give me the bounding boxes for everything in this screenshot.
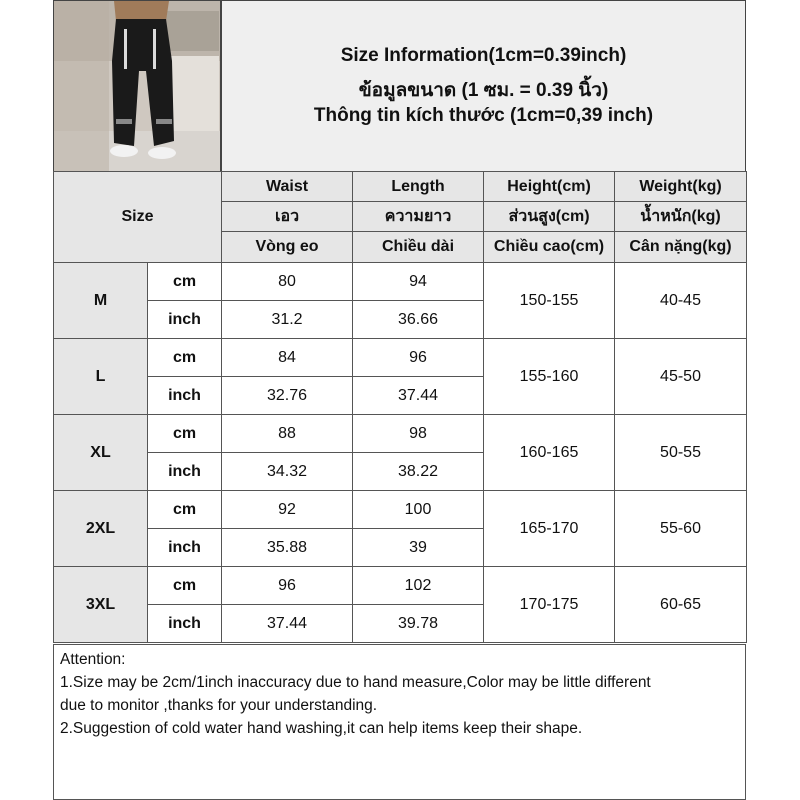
col-header-height-th: ส่วนสูง(cm) (484, 202, 615, 232)
product-photo (53, 0, 221, 172)
height-range: 150-155 (484, 263, 615, 339)
header-title-en: Size Information(1cm=0.39inch) (340, 45, 627, 66)
table-row (54, 263, 747, 301)
length-cm: 98 (353, 415, 484, 453)
height-range: 170-175 (484, 567, 615, 643)
length-inch: 37.44 (353, 377, 484, 415)
waist-inch: 31.2 (222, 301, 353, 339)
col-header-waist-en: Waist (222, 172, 353, 202)
col-header-waist-vi: Vòng eo (222, 232, 353, 263)
weight-range: 45-50 (615, 339, 747, 415)
size-label: L (54, 339, 148, 415)
height-range: 160-165 (484, 415, 615, 491)
weight-range: 40-45 (615, 263, 747, 339)
length-inch: 38.22 (353, 453, 484, 491)
col-header-height-vi: Chiều cao(cm) (484, 232, 615, 263)
attention-note-1-cont: due to monitor ,thanks for your understanding. (60, 697, 378, 714)
waist-cm: 80 (222, 263, 353, 301)
length-cm: 96 (353, 339, 484, 377)
col-header-waist-th: เอว (222, 202, 353, 232)
length-cm: 102 (353, 567, 484, 605)
waist-cm: 92 (222, 491, 353, 529)
header-row-en (54, 172, 747, 202)
length-inch: 39.78 (353, 605, 484, 643)
col-header-length-th: ความยาว (353, 202, 484, 232)
waist-inch: 37.44 (222, 605, 353, 643)
waist-inch: 32.76 (222, 377, 353, 415)
unit-label-cm: cm (148, 491, 222, 529)
col-header-weight-th: น้ำหนัก(kg) (615, 202, 747, 232)
waist-cm: 96 (222, 567, 353, 605)
col-header-height-en: Height(cm) (484, 172, 615, 202)
col-header-length-en: Length (353, 172, 484, 202)
attention-notes (53, 644, 746, 800)
size-label: XL (54, 415, 148, 491)
col-header-weight-en: Weight(kg) (615, 172, 747, 202)
waist-inch: 35.88 (222, 529, 353, 567)
weight-range: 50-55 (615, 415, 747, 491)
waist-inch: 34.32 (222, 453, 353, 491)
unit-label-inch: inch (148, 453, 222, 491)
size-label: 2XL (54, 491, 148, 567)
size-table (53, 171, 747, 643)
attention-note-1: 1.Size may be 2cm/1inch inaccuracy due to hand measure,Color may be little different (60, 674, 651, 691)
size-label: 3XL (54, 567, 148, 643)
col-header-weight-vi: Cân nặng(kg) (615, 232, 747, 263)
col-header-length-vi: Chiều dài (353, 232, 484, 263)
length-cm: 94 (353, 263, 484, 301)
waist-cm: 84 (222, 339, 353, 377)
unit-label-inch: inch (148, 377, 222, 415)
unit-label-cm: cm (148, 263, 222, 301)
size-label: M (54, 263, 148, 339)
unit-label-cm: cm (148, 415, 222, 453)
attention-note-2: 2.Suggestion of cold water hand washing,it can help items keep their shape. (60, 720, 583, 737)
header-title-vi: Thông tin kích thước (1cm=0,39 inch) (313, 105, 654, 126)
unit-label-inch: inch (148, 605, 222, 643)
product-photo-drawing (54, 1, 221, 172)
header-title-th: ข้อมูลขนาด (1 ซม. = 0.39 นิ้ว) (358, 80, 609, 101)
unit-label-cm: cm (148, 567, 222, 605)
height-range: 155-160 (484, 339, 615, 415)
waist-cm: 88 (222, 415, 353, 453)
table-row (54, 339, 747, 377)
attention-title: Attention: (60, 651, 126, 668)
height-range: 165-170 (484, 491, 615, 567)
table-row (54, 567, 747, 605)
table-row (54, 491, 747, 529)
weight-range: 55-60 (615, 491, 747, 567)
length-inch: 36.66 (353, 301, 484, 339)
length-inch: 39 (353, 529, 484, 567)
unit-label-inch: inch (148, 301, 222, 339)
weight-range: 60-65 (615, 567, 747, 643)
unit-label-cm: cm (148, 339, 222, 377)
unit-label-inch: inch (148, 529, 222, 567)
length-cm: 100 (353, 491, 484, 529)
size-info-header (221, 0, 746, 172)
table-row (54, 415, 747, 453)
size-column-title: Size (54, 172, 222, 263)
